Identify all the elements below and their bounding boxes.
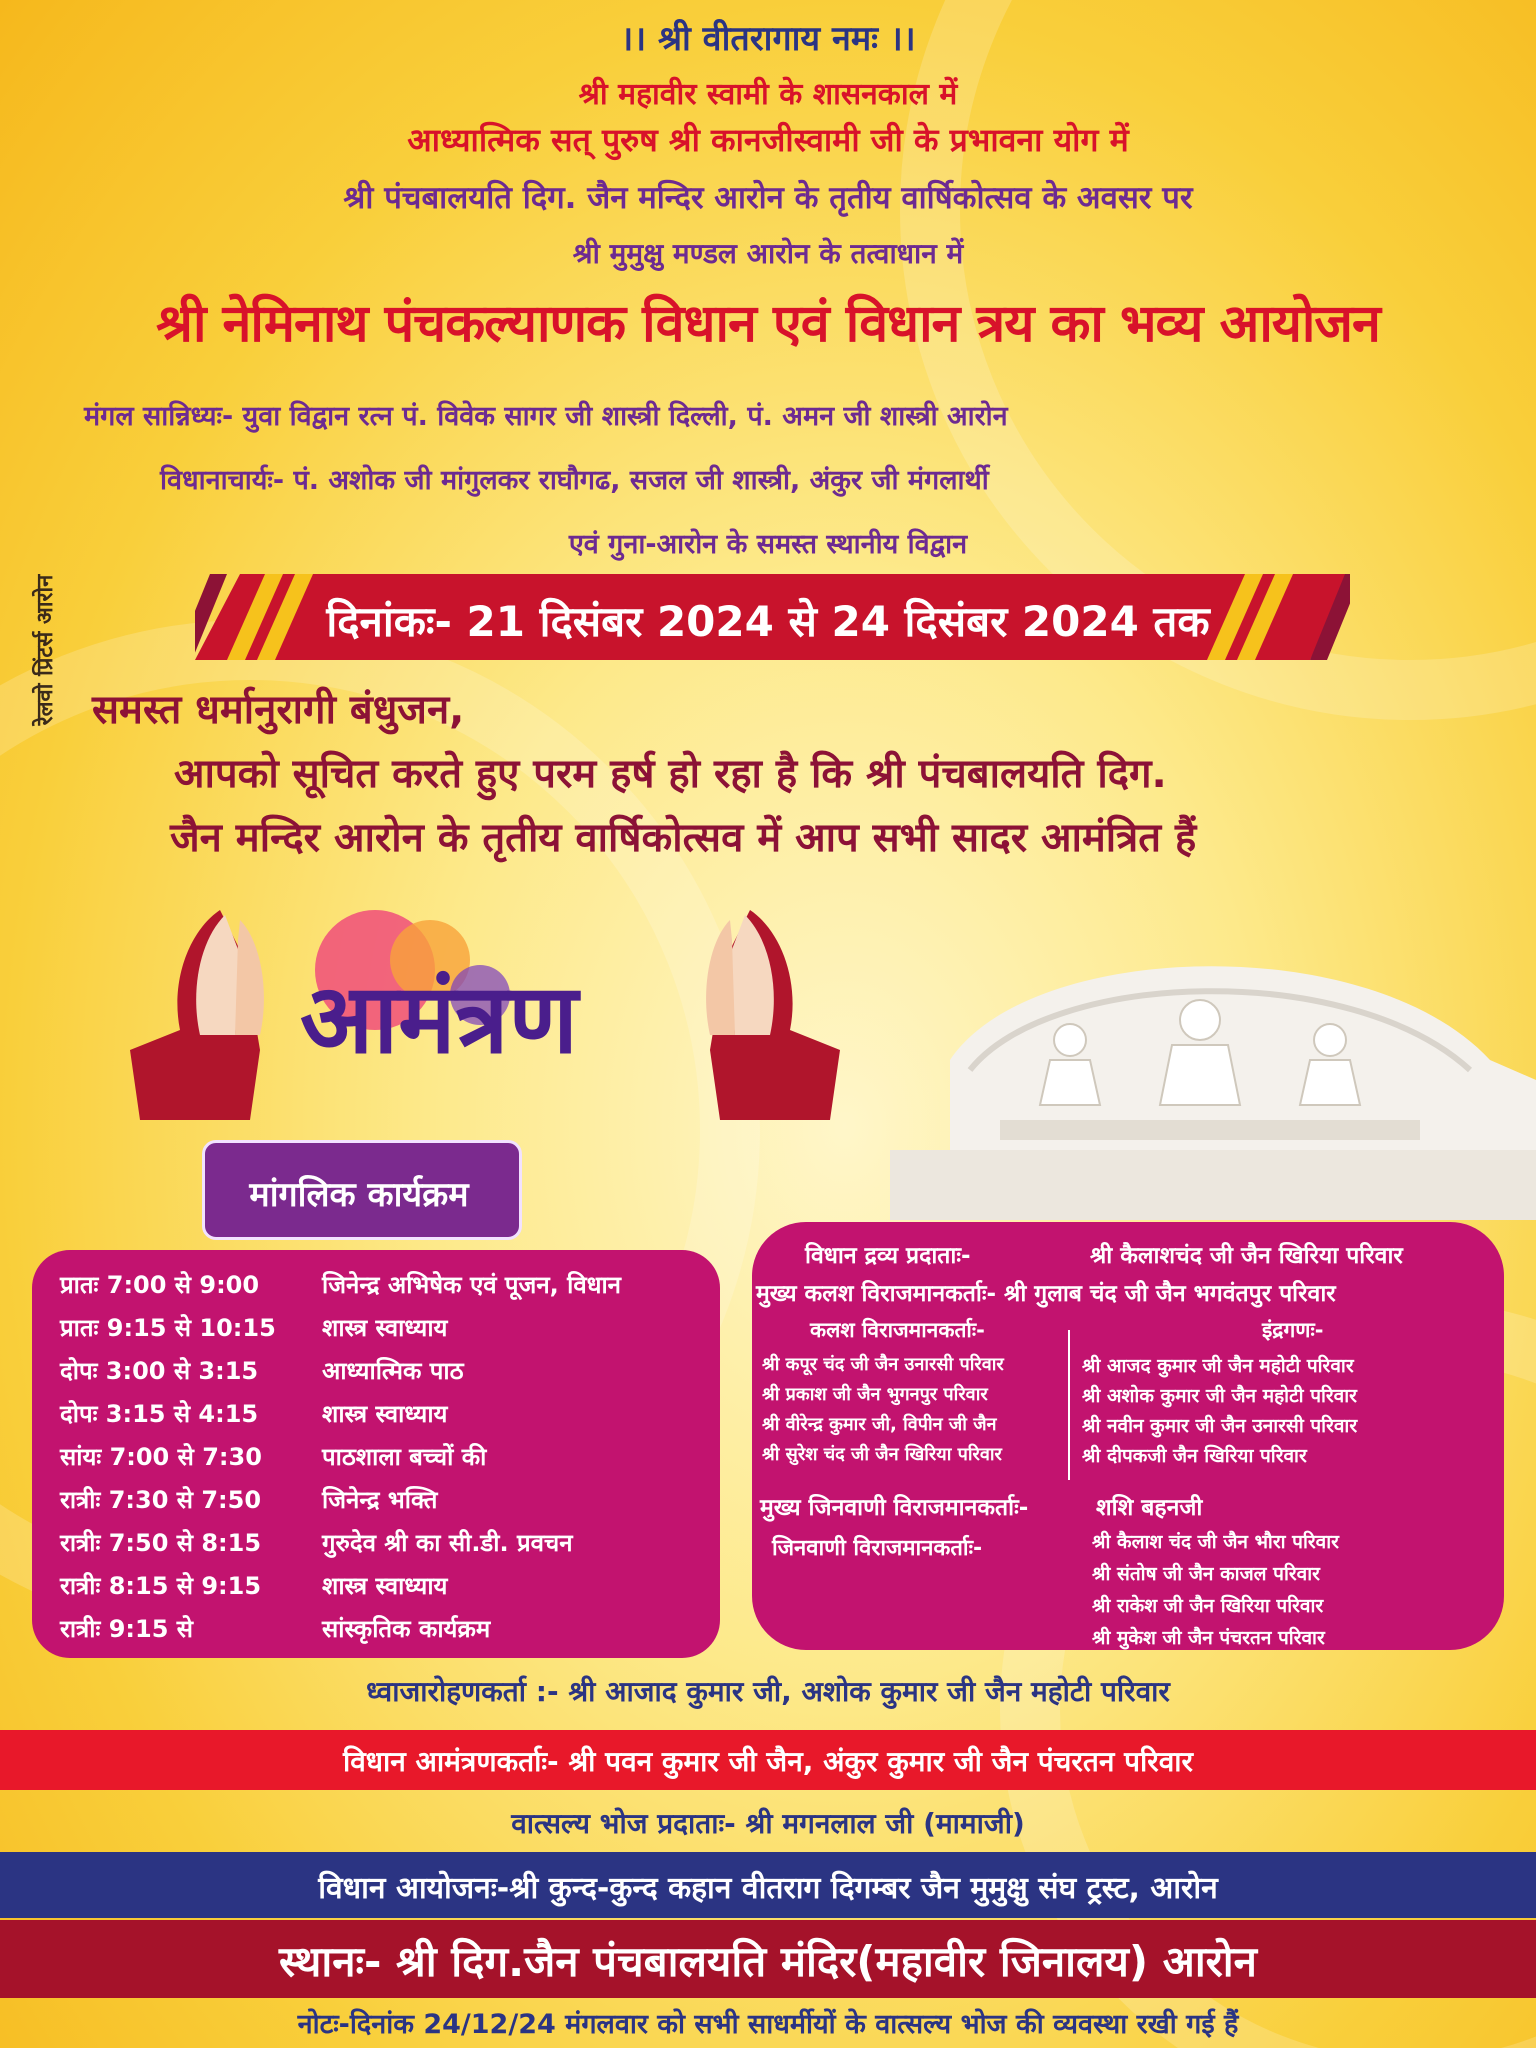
- schedule-time: प्रातः 7:00 से 9:00: [60, 1271, 260, 1299]
- sthan-line: स्थानः- श्री दिग.जैन पंचबालयति मंदिर(महावीर जिनालय) आरोन: [278, 1937, 1257, 1986]
- patron-name: श्री मुकेश जी जैन पंचरतन परिवार: [1092, 1627, 1325, 1649]
- patron-name: श्री कपूर चंद जी जैन उनारसी परिवार: [762, 1354, 1004, 1375]
- aayojan-line: विधान आयोजनः-श्री कुन्द-कुन्द कहान वीतराग दिगम्बर जैन मुमुक्षु संघ ट्रस्ट, आरोन: [318, 1871, 1218, 1906]
- schedule-desc: गुरुदेव श्री का सी.डी. प्रवचन: [322, 1529, 573, 1557]
- schedule-desc: जिनेन्द्र भक्ति: [322, 1486, 438, 1514]
- patron-name: श्री नवीन कुमार जी जैन उनारसी परिवार: [1082, 1415, 1358, 1437]
- patron-name: श्री वीरेन्द्र कुमार जी, विपीन जी जैन: [762, 1414, 997, 1435]
- schedule-time: दोपः 3:15 से 4:15: [60, 1400, 259, 1428]
- date-banner-text: दिनांकः- 21 दिसंबर 2024 से 24 दिसंबर 2024 तक: [326, 597, 1210, 646]
- header-line-3: श्री पंचबालयति दिग. जैन मन्दिर आरोन के तृतीय वार्षिकोत्सव के अवसर पर: [343, 180, 1193, 216]
- patron-name: श्री आजद कुमार जी जैन महोटी परिवार: [1082, 1355, 1354, 1377]
- patron-name: श्री प्रकाश जी जैन भुगनपुर परिवार: [762, 1384, 988, 1405]
- jinvani-main-label: मुख्य जिनवाणी विराजमानकर्ताः-: [760, 1495, 1029, 1521]
- dhwaja-line: ध्वाजारोहणकर्ता :- श्री आजाद कुमार जी, अशोक कुमार जी जैन महोटी परिवार: [366, 1675, 1170, 1708]
- main-title: श्री नेमिनाथ पंचकल्याणक विधान एवं विधान त्रय का भव्य आयोजन: [156, 294, 1380, 354]
- bhoj-line: वात्सल्य भोज प्रदाताः- श्री मगनलाल जी (मामाजी): [511, 1807, 1025, 1840]
- kalash-label: कलश विराजमानकर्ताः-: [810, 1318, 985, 1342]
- schedule-time: रात्रीः 7:30 से 7:50: [60, 1486, 262, 1514]
- right-hands-icon: [706, 910, 840, 1120]
- schedule-row: [60, 1354, 710, 1394]
- vidhanacharya: विधानाचार्यः- पं. अशोक जी मांगुलकर राघौगढ, सजल जी शास्त्री, अंकुर जी मंगलार्थी: [160, 465, 989, 496]
- schedule-row: [60, 1440, 710, 1480]
- header-line-4: श्री मुमुक्षु मण्डल आरोन के तत्वाधान में: [572, 237, 964, 270]
- schedule-row: [60, 1311, 710, 1351]
- jinvani-label: जिनवाणी विराजमानकर्ताः-: [772, 1536, 983, 1561]
- schedule-desc: आध्यात्मिक पाठ: [322, 1357, 464, 1385]
- schedule-desc: पाठशाला बच्चों की: [322, 1443, 487, 1471]
- schedule-desc: शास्त्र स्वाध्याय: [322, 1572, 448, 1600]
- schedule-row: [60, 1569, 710, 1609]
- dravya-name: श्री कैलाशचंद जी जैन खिरिया परिवार: [1090, 1243, 1403, 1269]
- schedule-desc: शास्त्र स्वाध्याय: [322, 1400, 448, 1428]
- schedule-time: रात्रीः 7:50 से 8:15: [60, 1529, 262, 1557]
- mangal-sannidhya: मंगल सान्निध्यः- युवा विद्वान रत्न पं. विवेक सागर जी शास्त्री दिल्ली, पं. अमन जी शास्त्री आरोन: [84, 401, 1008, 432]
- amantran-logo: आमंत्रण: [300, 962, 578, 1075]
- schedule-time: रात्रीः 8:15 से 9:15: [60, 1572, 262, 1600]
- invitation-line-2: आपको सूचित करते हुए परम हर्ष हो रहा है कि श्री पंचबालयति दिग.: [174, 751, 1167, 797]
- indra-label: इंद्रगणः-: [1262, 1318, 1324, 1342]
- schedule-time: प्रातः 9:15 से 10:15: [60, 1314, 276, 1342]
- schedule-desc: शास्त्र स्वाध्याय: [322, 1314, 448, 1342]
- jinvani-main-name: शशि बहनजी: [1096, 1495, 1203, 1521]
- invitation-line-1: समस्त धर्मानुरागी बंधुजन,: [92, 687, 465, 733]
- patrons-divider: [1068, 1330, 1070, 1480]
- invocation-line: ।। श्री वीतरागाय नमः ।।: [620, 19, 916, 59]
- patron-name: श्री दीपकजी जैन खिरिया परिवार: [1082, 1445, 1307, 1467]
- header-line-2: आध्यात्मिक सत् पुरुष श्री कानजीस्वामी जी के प्रभावना योग में: [407, 121, 1129, 159]
- patron-name: श्री संतोष जी जैन काजल परिवार: [1092, 1563, 1320, 1585]
- header-line-1: श्री महावीर स्वामी के शासनकाल में: [578, 77, 958, 112]
- schedule-row: [60, 1483, 710, 1523]
- local-scholars: एवं गुना-आरोन के समस्त स्थानीय विद्वान: [568, 529, 968, 560]
- schedule-row: [60, 1526, 710, 1566]
- schedule-desc: जिनेन्द्र अभिषेक एवं पूजन, विधान: [322, 1271, 622, 1299]
- printer-credit-text: रेलवो प्रिंटर्स आरोन: [33, 574, 58, 726]
- schedule-time: दोपः 3:00 से 3:15: [60, 1357, 259, 1385]
- patron-name: श्री राकेश जी जैन खिरिया परिवार: [1092, 1595, 1324, 1617]
- schedule-row: [60, 1397, 710, 1437]
- printer-credit: [24, 500, 58, 800]
- note-line: नोटः-दिनांक 24/12/24 मंगलवार को सभी साधर्मीयों के वात्सल्य भोज की व्यवस्था रखी गई हैं: [297, 2009, 1239, 2040]
- amantran-line: विधान आमंत्रणकर्ताः- श्री पवन कुमार जी जैन, अंकुर कुमार जी जैन पंचरतन परिवार: [342, 1745, 1194, 1778]
- schedule-title: मांगलिक कार्यक्रम: [249, 1175, 469, 1215]
- dravya-label: विधान द्रव्य प्रदाताः-: [805, 1243, 971, 1269]
- left-hands-icon: [130, 910, 264, 1120]
- kalash-main: मुख्य कलश विराजमानकर्ताः- श्री गुलाब चंद जी जैन भगवंतपुर परिवार: [756, 1281, 1336, 1307]
- schedule-row: [60, 1612, 710, 1652]
- invitation-line-3: जैन मन्दिर आरोन के तृतीय वार्षिकोत्सव में आप सभी सादर आमंत्रित हैं: [170, 815, 1197, 861]
- schedule-desc: सांस्कृतिक कार्यक्रम: [322, 1615, 491, 1643]
- patron-name: श्री सुरेश चंद जी जैन खिरिया परिवार: [762, 1444, 1002, 1465]
- schedule-time: सांयः 7:00 से 7:30: [60, 1443, 262, 1471]
- schedule-row: [60, 1268, 710, 1308]
- schedule-time: रात्रीः 9:15 से: [60, 1615, 193, 1643]
- temple-idols-graphic: [890, 920, 1536, 1220]
- patron-name: श्री कैलाश चंद जी जैन भौरा परिवार: [1092, 1531, 1339, 1553]
- patron-name: श्री अशोक कुमार जी जैन महोटी परिवार: [1082, 1385, 1357, 1407]
